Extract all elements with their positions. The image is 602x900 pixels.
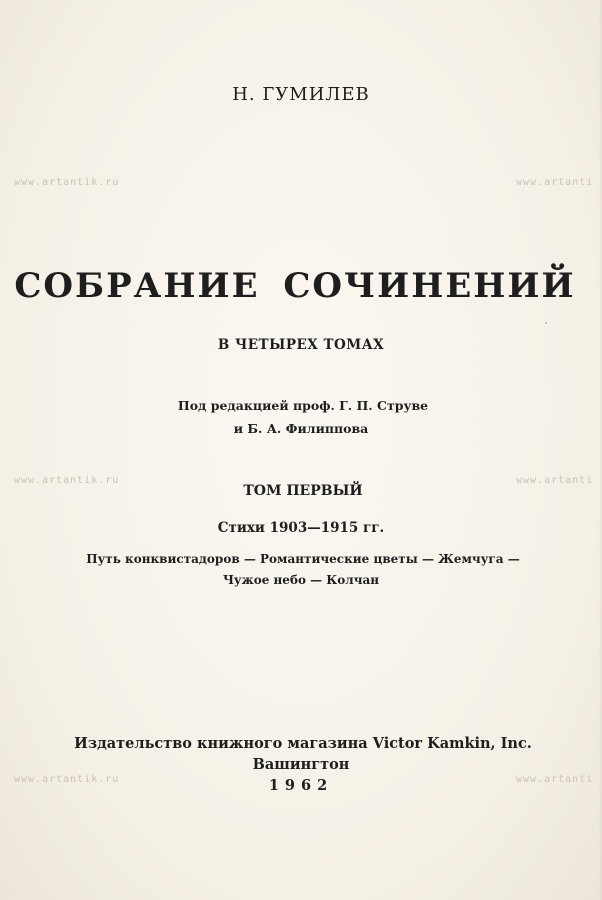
publication-city: Вашингтон xyxy=(252,756,350,773)
editors-line-2: и Б. А. Филиппова xyxy=(233,421,369,436)
watermark-text: www.artantik.ru xyxy=(14,177,120,188)
watermark-text: www.artanti xyxy=(516,177,594,188)
book-title: СОБРАНИЕ СОЧИНЕНИЙ xyxy=(14,266,576,306)
watermark-text: www.artantik.ru xyxy=(14,475,120,486)
paper-speck xyxy=(545,322,547,324)
volume-label: ТОМ ПЕРВЫЙ xyxy=(243,483,363,499)
publication-year: 1962 xyxy=(268,777,334,794)
contents-line-1: Путь конквистадоров — Романтические цветы — Жемчуга — xyxy=(86,552,520,566)
publisher: Издательство книжного магазина Victor Kamkin, Inc. xyxy=(74,735,532,752)
contents-line-2: Чужое небо — Колчан xyxy=(222,573,380,587)
book-subtitle: В ЧЕТЫРЕХ ТОМАХ xyxy=(217,337,385,353)
watermark-text: www.artanti xyxy=(516,774,594,785)
author-name: Н. ГУМИЛЕВ xyxy=(232,84,370,105)
editors-line-1: Под редакцией проф. Г. П. Струве xyxy=(177,398,429,413)
volume-years: Стихи 1903—1915 гг. xyxy=(217,520,385,536)
watermark-text: www.artantik.ru xyxy=(14,774,120,785)
watermark-text: www.artanti xyxy=(516,475,594,486)
